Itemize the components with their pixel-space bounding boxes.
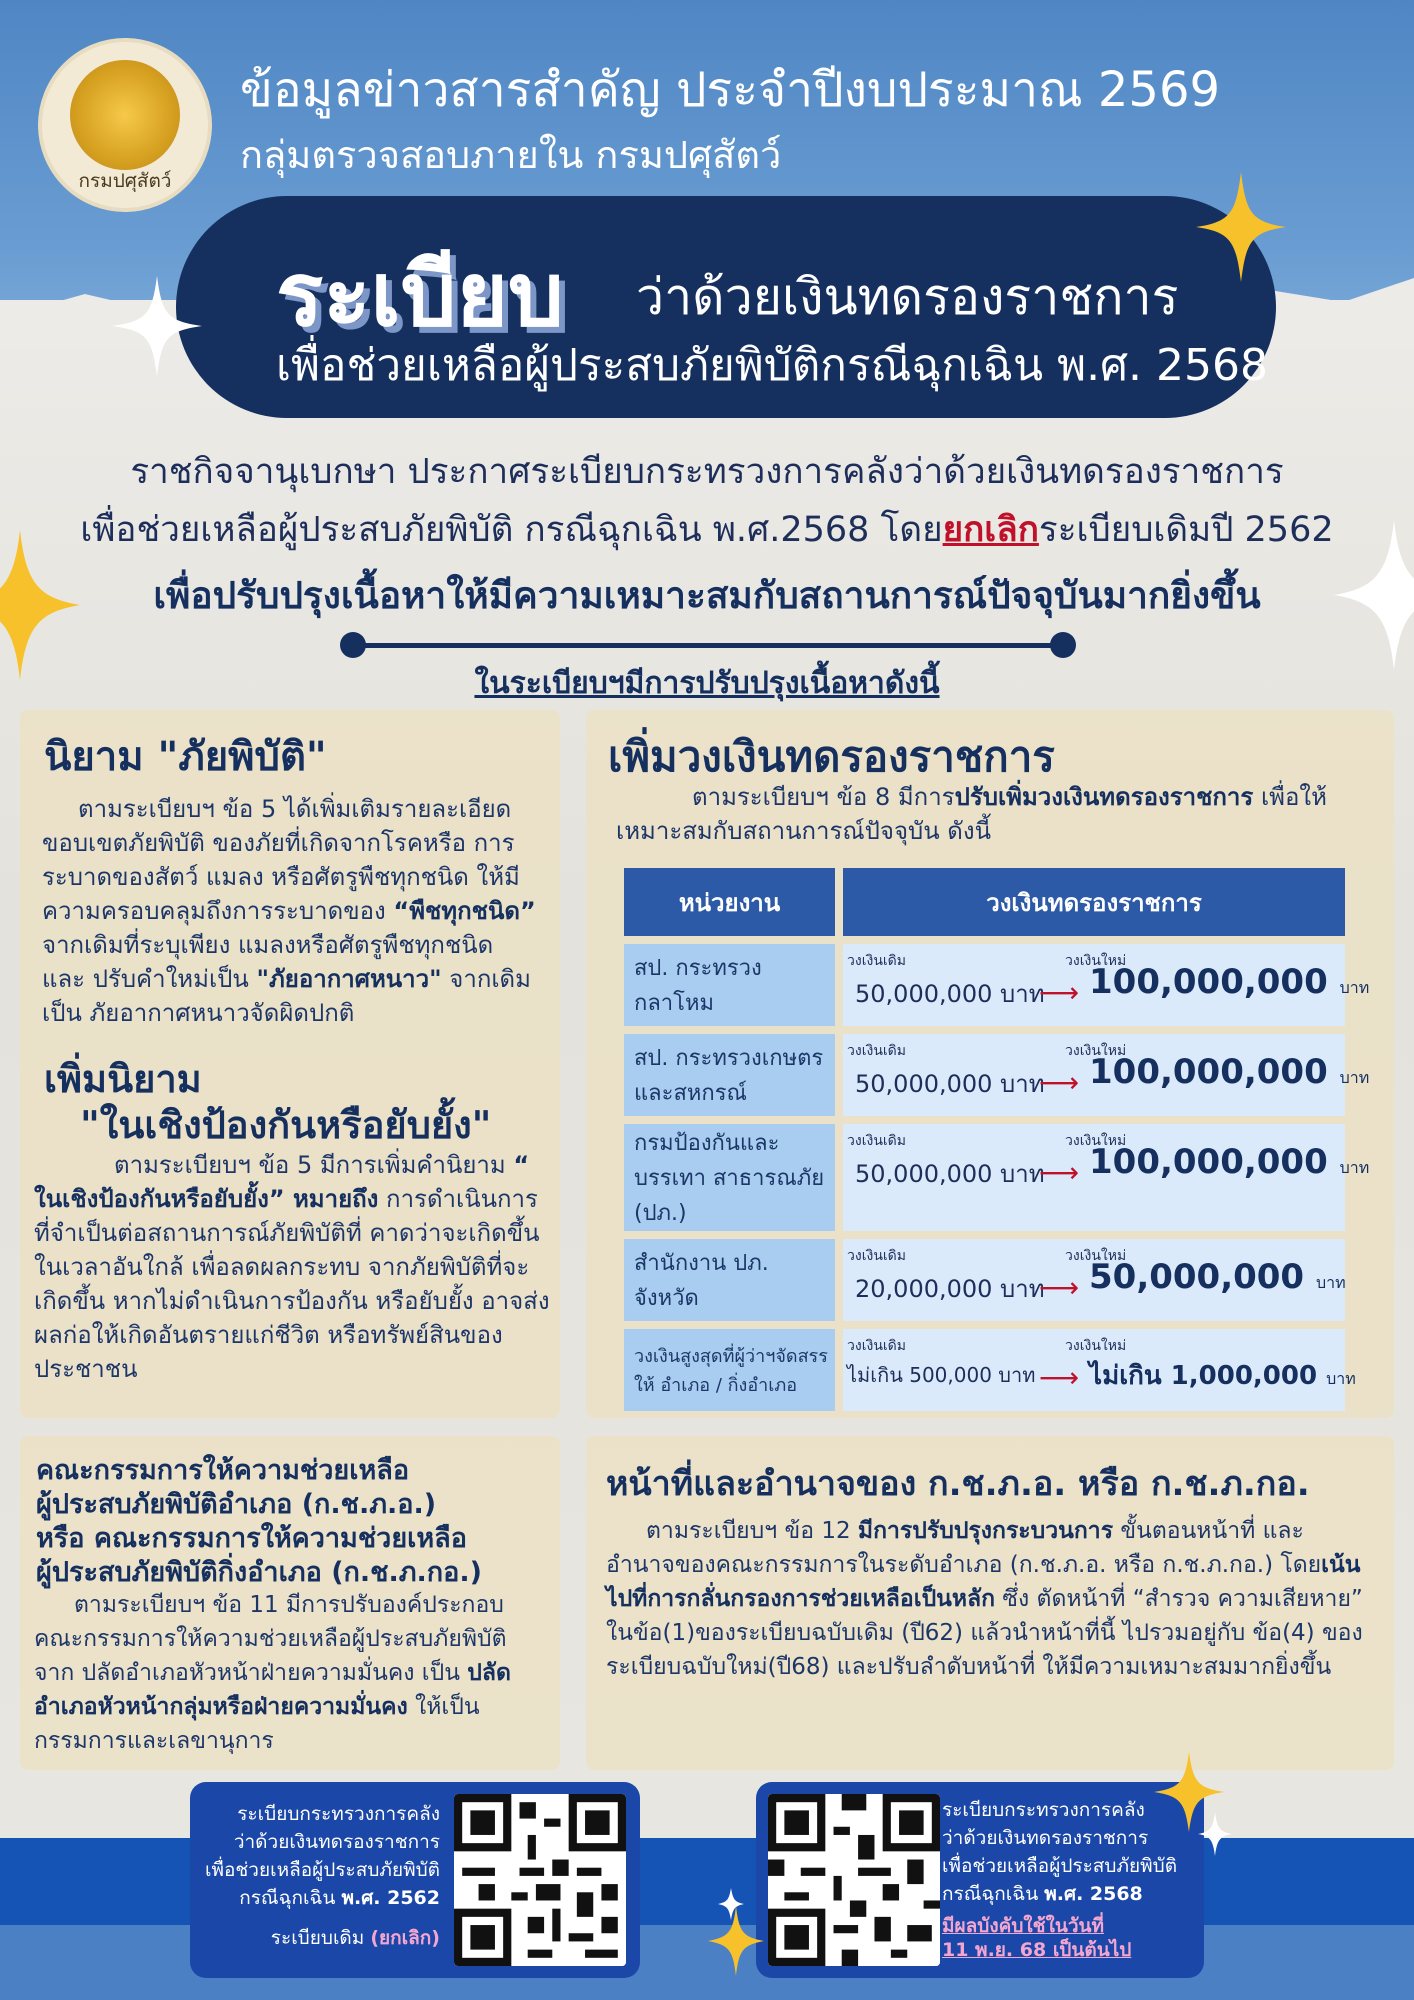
qr-new-effective-l2: 11 พ.ย. 68 เป็นต้นไป: [942, 1939, 1132, 1961]
old-amount: 50,000,000 บาท: [855, 980, 1045, 1008]
new-amount: [1089, 962, 1369, 1002]
baht-unit: บาท: [1315, 1273, 1346, 1292]
baht-unit: บาท: [1326, 1369, 1356, 1388]
new-amount-value: 100,000,000: [1089, 962, 1328, 1002]
duties-p1-bold2: เน้นไปที่การกลั่นกรองการช่วยเหลือเป็นหลัก: [606, 1552, 1361, 1612]
fund-desc-a: ตามระเบียบฯ ข้อ 8 มีการ: [692, 783, 955, 811]
qr-new-l4-text: กรณีฉุกเฉิน: [942, 1883, 1039, 1905]
old-amount: 20,000,000 บาท: [855, 1275, 1045, 1303]
col-unit-header: หน่วยงาน: [624, 868, 835, 936]
table-row: [624, 1124, 1345, 1231]
qr-code-new[interactable]: [768, 1794, 940, 1966]
baht-unit: บาท: [1339, 978, 1370, 997]
old-label: วงเงินเดิม: [847, 1248, 906, 1264]
qr-old-l4: [190, 1884, 440, 1912]
definition-card: [20, 710, 560, 1418]
qr-new-l4: [942, 1880, 1192, 1908]
old-label: วงเงินเดิม: [847, 1043, 906, 1059]
qr-old-l5: [190, 1924, 440, 1952]
prevent-p1: ตามระเบียบฯ ข้อ 5 มีการเพิ่มคำนิยาม: [114, 1151, 506, 1179]
amount-cell: [843, 1239, 1345, 1321]
new-label: วงเงินใหม่: [1065, 1248, 1127, 1264]
arrow-icon: ⟶: [1039, 976, 1080, 1009]
divider: [340, 632, 1076, 658]
prevent-p1-bold: “ ในเชิงป้องกันหรือยับยั้ง” หมายถึง: [34, 1151, 530, 1213]
title-banner: [176, 196, 1276, 418]
new-amount: [1089, 1355, 1356, 1396]
new-amount-value: 100,000,000: [1089, 1142, 1328, 1182]
committee-p1-bold: ปลัดอำเภอหัวหน้ากลุ่มหรือฝ่ายความมั่นคง: [34, 1660, 511, 1720]
new-label: วงเงินใหม่: [1065, 953, 1127, 969]
subhead: ในระเบียบฯมีการปรับปรุงเนื้อหาดังนี้: [474, 666, 940, 701]
qr-code-old[interactable]: [454, 1794, 626, 1966]
header-line2: กลุ่มตรวจสอบภายใน กรมปศุสัตว์: [240, 133, 782, 177]
disaster-title: นิยาม "ภัยพิบัติ": [44, 734, 327, 780]
old-amount: 50,000,000 บาท: [855, 1160, 1045, 1188]
qr-new-effective-l1: มีผลบังคับใช้ในวันที่: [942, 1915, 1105, 1937]
disaster-p2: จากเดิมที่ระบุเพียง แมลงหรือศัตรูพืชทุกชนิด และ ปรับคำใหม่เป็น: [42, 931, 494, 993]
arrow-icon: ⟶: [1039, 1271, 1080, 1304]
title-line2: เพื่อช่วยเหลือผู้ประสบภัยพิบัติกรณีฉุกเฉิน พ.ศ. 2568: [276, 340, 1268, 391]
intro-line2-b: ระเบียบเดิมปี 2562: [1038, 510, 1334, 550]
intro-line2: [0, 502, 1414, 557]
table-header-row: [624, 868, 1345, 936]
baht-unit: บาท: [1339, 1068, 1370, 1087]
department-logo: [38, 38, 212, 212]
prevent-title1: เพิ่มนิยาม: [44, 1057, 202, 1101]
qr-old-l5-text: ระเบียบเดิม: [270, 1927, 365, 1949]
duties-title: หน้าที่และอำนาจของ ก.ช.ภ.อ. หรือ ก.ช.ภ.กอ.: [606, 1464, 1310, 1504]
committee-card: [20, 1436, 560, 1770]
qr-new-l2: ว่าด้วยเงินทดรองราชการ: [942, 1827, 1149, 1849]
fund-desc-b: เพื่อให้เหมาะสมกับสถานการณ์ปัจจุบัน ดังนี้: [616, 783, 1327, 845]
committee-p2: ให้เป็นกรรมการและเลขานุการ: [34, 1694, 480, 1754]
new-amount-value: 50,000,000: [1089, 1257, 1305, 1297]
title-right: ว่าด้วยเงินทดรองราชการ: [636, 268, 1179, 326]
white-star-bottom-icon: [1198, 1812, 1232, 1856]
new-amount-value: 100,000,000: [1089, 1052, 1328, 1092]
old-amount: 50,000,000 บาท: [855, 1070, 1045, 1098]
logo-text: กรมปศุสัตว์: [78, 170, 172, 192]
amount-cell: [843, 1034, 1370, 1116]
duties-p1-b: ขั้นตอนหน้าที่ และ อำนาจของคณะกรรมการในระดับอำเภอ (ก.ช.ภ.อ. หรือ ก.ช.ภ.กอ.) โดย: [606, 1518, 1322, 1578]
table-row: [624, 1239, 1345, 1321]
intro-line2-a: เพื่อช่วยเหลือผู้ประสบภัยพิบัติ กรณีฉุกเฉิน พ.ศ.2568 โดย: [80, 510, 943, 550]
qr-new-l4-bold: พ.ศ. 2568: [1044, 1883, 1143, 1905]
white-star-footer-icon: [718, 1888, 744, 1920]
divider-line: [352, 643, 1064, 648]
duties-p1-c: ซึ่ง ตัดหน้าที่ “สำรวจ ความเสียหาย” ในข้อ(1)ของระเบียบฉบับเดิม (ปี62) แล้วนำหน้าที่นี้ ไปรวมอยู่กับ ข้อ(4) ของระเบียบฉบับใหม่(ปี68) และปรับลำดับหน้าที่ ให้มีความเหมาะสมมากยิ่งขึ้น: [606, 1586, 1363, 1680]
qr-old-l2: ว่าด้วยเงินทดรองราชการ: [233, 1831, 440, 1853]
new-amount: [1089, 1052, 1369, 1092]
qr-old-l4-text: กรณีฉุกเฉิน: [239, 1887, 336, 1909]
gold-star-icon: [1196, 172, 1286, 282]
old-amount: ไม่เกิน 500,000 บาท: [847, 1363, 1036, 1387]
unit-cell: สำนักงาน ปภ. จังหวัด: [624, 1239, 835, 1321]
prevent-title2: "ในเชิงป้องกันหรือยับยั้ง": [80, 1103, 492, 1147]
qr-box-old: [190, 1782, 640, 1978]
qr-old-l1: ระเบียบกระทรวงการคลัง: [237, 1803, 440, 1825]
table-row: [624, 944, 1345, 1026]
divider-dot-left: [340, 632, 366, 658]
arrow-icon: ⟶: [1039, 1361, 1080, 1394]
qr-old-cancel-label: (ยกเลิก): [370, 1927, 440, 1949]
intro-line1: ราชกิจจานุเบกษา ประกาศระเบียบกระทรวงการคลังว่าด้วยเงินทดรองราชการ: [130, 452, 1284, 492]
baht-unit: บาท: [1339, 1158, 1370, 1177]
duties-card: [586, 1436, 1394, 1770]
disaster-p2-bold: "ภัยอากาศหนาว": [256, 965, 442, 993]
arrow-icon: ⟶: [1039, 1066, 1080, 1099]
old-label: วงเงินเดิม: [847, 1133, 906, 1149]
old-label: วงเงินเดิม: [847, 1338, 906, 1354]
fund-desc: [616, 780, 1376, 848]
disaster-text: [42, 792, 542, 1030]
disaster-p1: ตามระเบียบฯ ข้อ 5 ได้เพิ่มเติมรายละเอียด ขอบเขตภัยพิบัติ ของภัยที่เกิดจากโรคหรือ การระบาดของสัตว์ แมลง หรือศัตรูพืชทุกชนิด ให้มีความครอบคลุมถึงการระบาดของ: [42, 795, 520, 925]
new-amount: [1089, 1257, 1346, 1297]
header-line1: ข้อมูลข่าวสารสำคัญ ประจำปีงบประมาณ 2569: [240, 62, 1221, 118]
prevent-p2: การดำเนินการที่จำเป็นต่อสถานการณ์ภัยพิบัติที่ คาดว่าจะเกิดขึ้นในเวลาอันใกล้ เพื่อลดผลกระทบ จากภัยพิบัติที่จะเกิดขึ้น หากไม่ดำเนินการป้องกัน หรือยับยั้ง อาจส่งผลก่อให้เกิดอันตรายแก่ชีวิต หรือทรัพย์สินของประชาชน: [34, 1185, 550, 1383]
disaster-p1-bold: “พืชทุกชนิด”: [393, 897, 536, 925]
title-big: ระเบียบ: [276, 243, 564, 346]
col-amount-header: วงเงินทดรองราชการ: [843, 868, 1345, 936]
amount-cell: [843, 1329, 1356, 1411]
qr-box-new: [756, 1782, 1204, 1978]
fund-title: เพิ่มวงเงินทดรองราชการ: [608, 732, 1055, 781]
divider-dot-right: [1050, 632, 1076, 658]
qr-old-l4-bold: พ.ศ. 2562: [341, 1887, 440, 1909]
new-amount: [1089, 1142, 1369, 1182]
qr-old-l3: เพื่อช่วยเหลือผู้ประสบภัยพิบัติ: [204, 1859, 440, 1881]
committee-title1: คณะกรรมการให้ความช่วยเหลือ: [36, 1455, 410, 1486]
fund-table: [616, 860, 1370, 1419]
qr-new-l3: เพื่อช่วยเหลือผู้ประสบภัยพิบัติ: [942, 1855, 1178, 1877]
unit-cell: วงเงินสูงสุดที่ผู้ว่าฯจัดสรรให้ อำเภอ / กิ่งอำเภอ: [624, 1329, 835, 1411]
emblem-icon: [70, 60, 180, 170]
committee-title3: หรือ คณะกรรมการให้ความช่วยเหลือ: [36, 1523, 467, 1554]
amount-cell: [843, 944, 1370, 1026]
duties-p1: ตามระเบียบฯ ข้อ 12: [646, 1518, 851, 1544]
qr-old-text: [190, 1800, 440, 1952]
duties-p1-bold: มีการปรับปรุงกระบวนการ: [857, 1518, 1114, 1544]
table-row: [624, 1329, 1345, 1411]
duties-text: [606, 1514, 1376, 1684]
qr-new-l1: ระเบียบกระทรวงการคลัง: [942, 1799, 1145, 1821]
committee-title2: ผู้ประสบภัยพิบัติอำเภอ (ก.ช.ภ.อ.): [36, 1489, 437, 1520]
cancel-word: ยกเลิก: [942, 510, 1039, 550]
unit-cell: สป. กระทรวงเกษตร และสหกรณ์: [624, 1034, 835, 1116]
committee-p1: ตามระเบียบฯ ข้อ 11 มีการปรับองค์ประกอบ คณะกรรมการให้ความช่วยเหลือผู้ประสบภัยพิบัติ จาก ปลัดอำเภอหัวหน้าฝ่ายความมั่นคง เป็น: [34, 1592, 507, 1686]
unit-cell: กรมป้องกันและบรรเทา สาธารณภัย (ปภ.): [624, 1124, 835, 1231]
unit-cell: สป. กระทรวงกลาโหม: [624, 944, 835, 1026]
table-row: [624, 1034, 1345, 1116]
old-label: วงเงินเดิม: [847, 953, 906, 969]
new-label: วงเงินใหม่: [1065, 1133, 1127, 1149]
new-label: วงเงินใหม่: [1065, 1043, 1127, 1059]
committee-title4: ผู้ประสบภัยพิบัติกิ่งอำเภอ (ก.ช.ภ.กอ.): [36, 1557, 482, 1588]
fund-desc-bold: ปรับเพิ่มวงเงินทดรองราชการ: [954, 783, 1254, 811]
intro-line3: เพื่อปรับปรุงเนื้อหาให้มีความเหมาะสมกับสถานการณ์ปัจจุบันมากยิ่งขึ้น: [153, 574, 1261, 617]
new-amount-value: ไม่เกิน 1,000,000: [1089, 1361, 1318, 1391]
prevent-text: [34, 1148, 550, 1386]
committee-text: [34, 1588, 548, 1758]
arrow-icon: ⟶: [1039, 1156, 1080, 1189]
new-label: วงเงินใหม่: [1065, 1338, 1127, 1354]
disaster-p3: จากเดิม เป็น ภัยอากาศหนาวจัดผิดปกติ: [42, 965, 531, 1027]
white-star-icon: [112, 276, 202, 376]
amount-cell: [843, 1124, 1370, 1231]
